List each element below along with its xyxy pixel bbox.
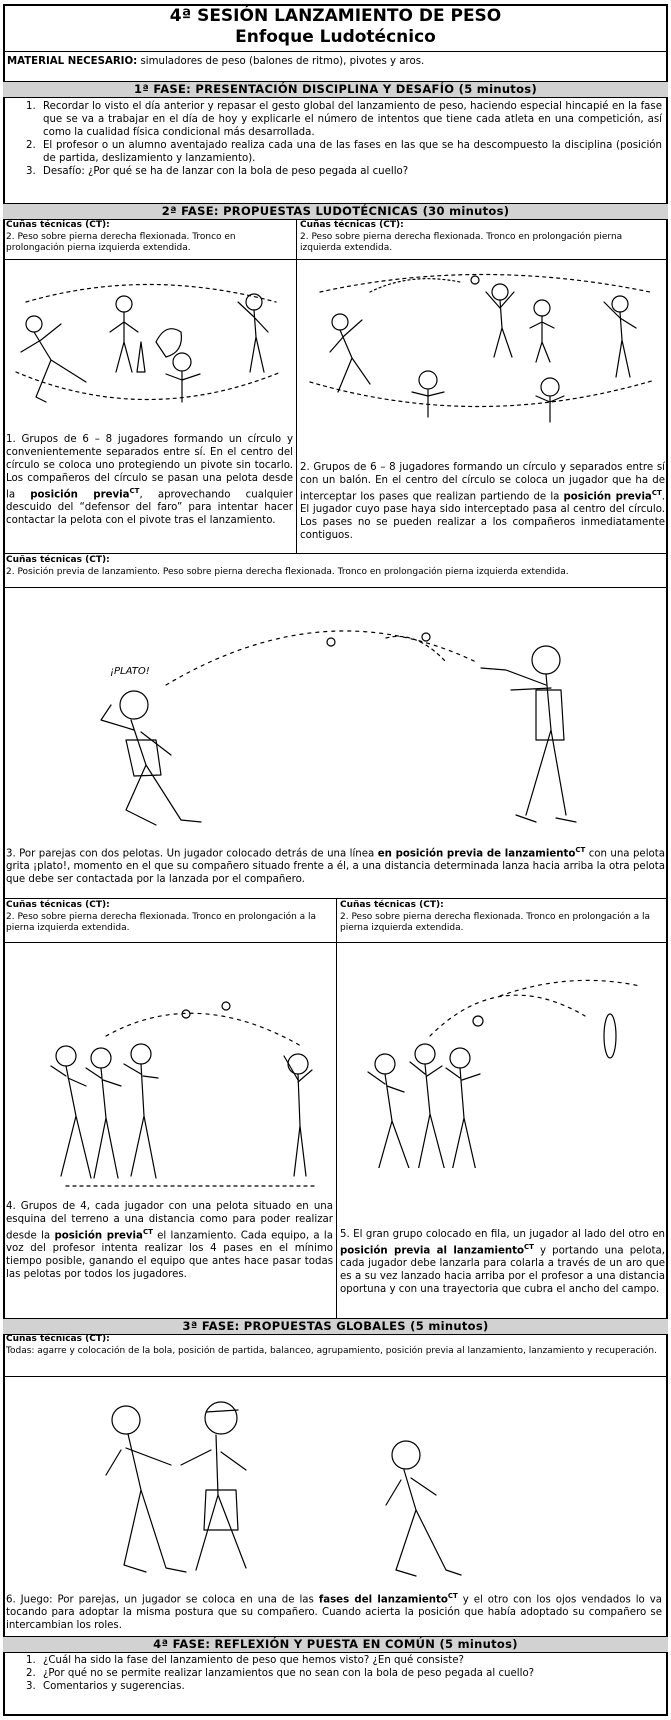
plato-shout: ¡PLATO! [110,666,150,677]
exercise-3-text: 3. Por parejas con dos pelotas. Un jugador colocado detrás de una línea en posición previa de lanzamiento$^{CT}$ con una pelota grita ¡plato!, momento en el que su compañero situado frente a él, a una distancia determinada lanza hacia arriba la otra pelota que debe ser contactada por la lanzada por el compañero. [6,846,665,886]
illustration-plato-pair [6,590,664,840]
illustration-circle-pivot [6,262,294,430]
fase4-list [3,1654,668,1693]
ct-cell: Cuñas técnicas (CT): 2. Peso sobre pierna derecha flexionada. Tronco en prolongación a la pierna izquierda extendida. [6,900,317,933]
exercise-1-text: 1. Grupos de 6 – 8 jugadores formando un círculo y convenientemente separados entre sí. En el centro del círculo se coloca uno protegiendo un pivote sin tocarlo. Los compañeros del círculo se pasan una pelota desde la posición previa$^{CT}$, aprovechando cualquier descuido del “defensor del faro” para intentar hacer contactar la pelota con el pivote tras el lanzamiento. [6,434,293,527]
exercise-5-text: 5. El gran grupo colocado en fila, un jugador al lado del otro en posición previa al lanzamiento$^{CT}$ y portando una pelota, cada jugador debe lanzarla para colarla a través de un aro que es a su vez lanzado hacia arriba por el profesor a una distancia oportuna y con una trayectoria que cubra el ancho del campo. [340,1229,665,1296]
fase4-header: 4ª FASE: REFLEXIÓN Y PUESTA EN COMÚN (5 minutos) [3,1636,668,1653]
ct-cell: Cuñas técnicas (CT): 2. Peso sobre pierna derecha flexionada. Tronco en prolongación pierna izquierda extendida. [300,220,623,253]
fase1-header: 1ª FASE: PRESENTACIÓN DISCIPLINA Y DESAFÍO (5 minutos) [3,81,668,98]
illustration-circle-intercept [300,262,664,430]
material-line: MATERIAL NECESARIO: simuladores de peso (balones de ritmo), pivotes y aros. [7,56,425,67]
ct-cell: Cuñas técnicas (CT): Todas: agarre y colocación de la bola, posición de partida, balanceo, agrupamiento, posición previa al lanzamiento, lanzamiento y recuperación. [6,1334,657,1356]
fase4-item: 3. Comentarios y sugerencias. [39,1680,668,1693]
exercise-2-text: 2. Grupos de 6 – 8 jugadores formando un círculo y separados entre sí con un balón. En el centro del círculo se coloca un jugador que ha de interceptar los pases que realizan partiendo de la posición previa$^{CT}$. El jugador cuyo pase haya sido interceptado pasa al centro del círculo. Los pases no se pueden realizar a los compañeros inmediatamente contiguos. [300,462,665,542]
illustration-blindfold-game [6,1380,664,1586]
page-subtitle: Enfoque Ludotécnico [235,27,436,47]
fase2-header: 2ª FASE: PROPUESTAS LUDOTÉCNICAS (30 minutos) [3,203,668,220]
ct-cell: Cuñas técnicas (CT): 2. Peso sobre pierna derecha flexionada. Tronco en prolongación pierna izquierda extendida. [6,220,236,253]
fase1-item: 1. Recordar lo visto el día anterior y repasar el gesto global del lanzamiento de peso, haciendo especial hincapié en la fase que se va a trabajar en el día de hoy y explicarle el número de intentos que tiene cada atleta en una competición, así como la cualidad física condicional más desarrollada. [39,100,662,139]
exercise-6-text: 6. Juego: Por parejas, un jugador se coloca en una de las fases del lanzamiento$^{CT}$ y el otro con los ojos vendados lo va tocando para adoptar la misma postura que su compañero. Cuando acierta la posición que había adoptado su compañero se intercambian los roles. [6,1592,662,1632]
fase1-item: 2. El profesor o un alumno aventajado realiza cada una de las fases en las que se ha descompuesto la disciplina (posición de partida, deslizamiento y lanzamiento). [39,139,662,165]
illustration-four-corners [6,946,334,1196]
fase1-list [3,100,668,178]
exercise-4-text: 4. Grupos de 4, cada jugador con una pelota situado en una esquina del terreno a una distancia como para poder realizar desde la posición previa$^{CT}$ el lanzamiento. Cada equipo, a la voz del profesor intenta realizar los 4 pases en el mínimo tiempo posible, ganando el equipo que antes hace pasar todas las pelotas por todos los jugadores. [6,1201,333,1281]
ct-cell: Cuñas técnicas (CT): 2. Peso sobre pierna derecha flexionada. Tronco en prolongación a la pierna izquierda extendida. [340,900,651,933]
page-title: 4ª SESIÓN LANZAMIENTO DE PESO [169,6,502,26]
fase4-item: 2. ¿Por qué no se permite realizar lanzamientos que no sean con la bola de peso pegada al cuello? [39,1667,668,1680]
ct-cell: Cuñas técnicas (CT): 2. Posición previa de lanzamiento. Peso sobre pierna derecha flexionada. Tronco en prolongación pierna izquierda extendida. [6,555,569,577]
fase3-header: 3ª FASE: PROPUESTAS GLOBALES (5 minutos) [3,1318,668,1335]
fase1-item: 3. Desafío: ¿Por qué se ha de lanzar con la bola de peso pegada al cuello? [39,165,662,178]
illustration-ring-through [340,946,666,1168]
fase4-item: 1. ¿Cuál ha sido la fase del lanzamiento de peso que hemos visto? ¿En qué consiste? [39,1654,668,1667]
